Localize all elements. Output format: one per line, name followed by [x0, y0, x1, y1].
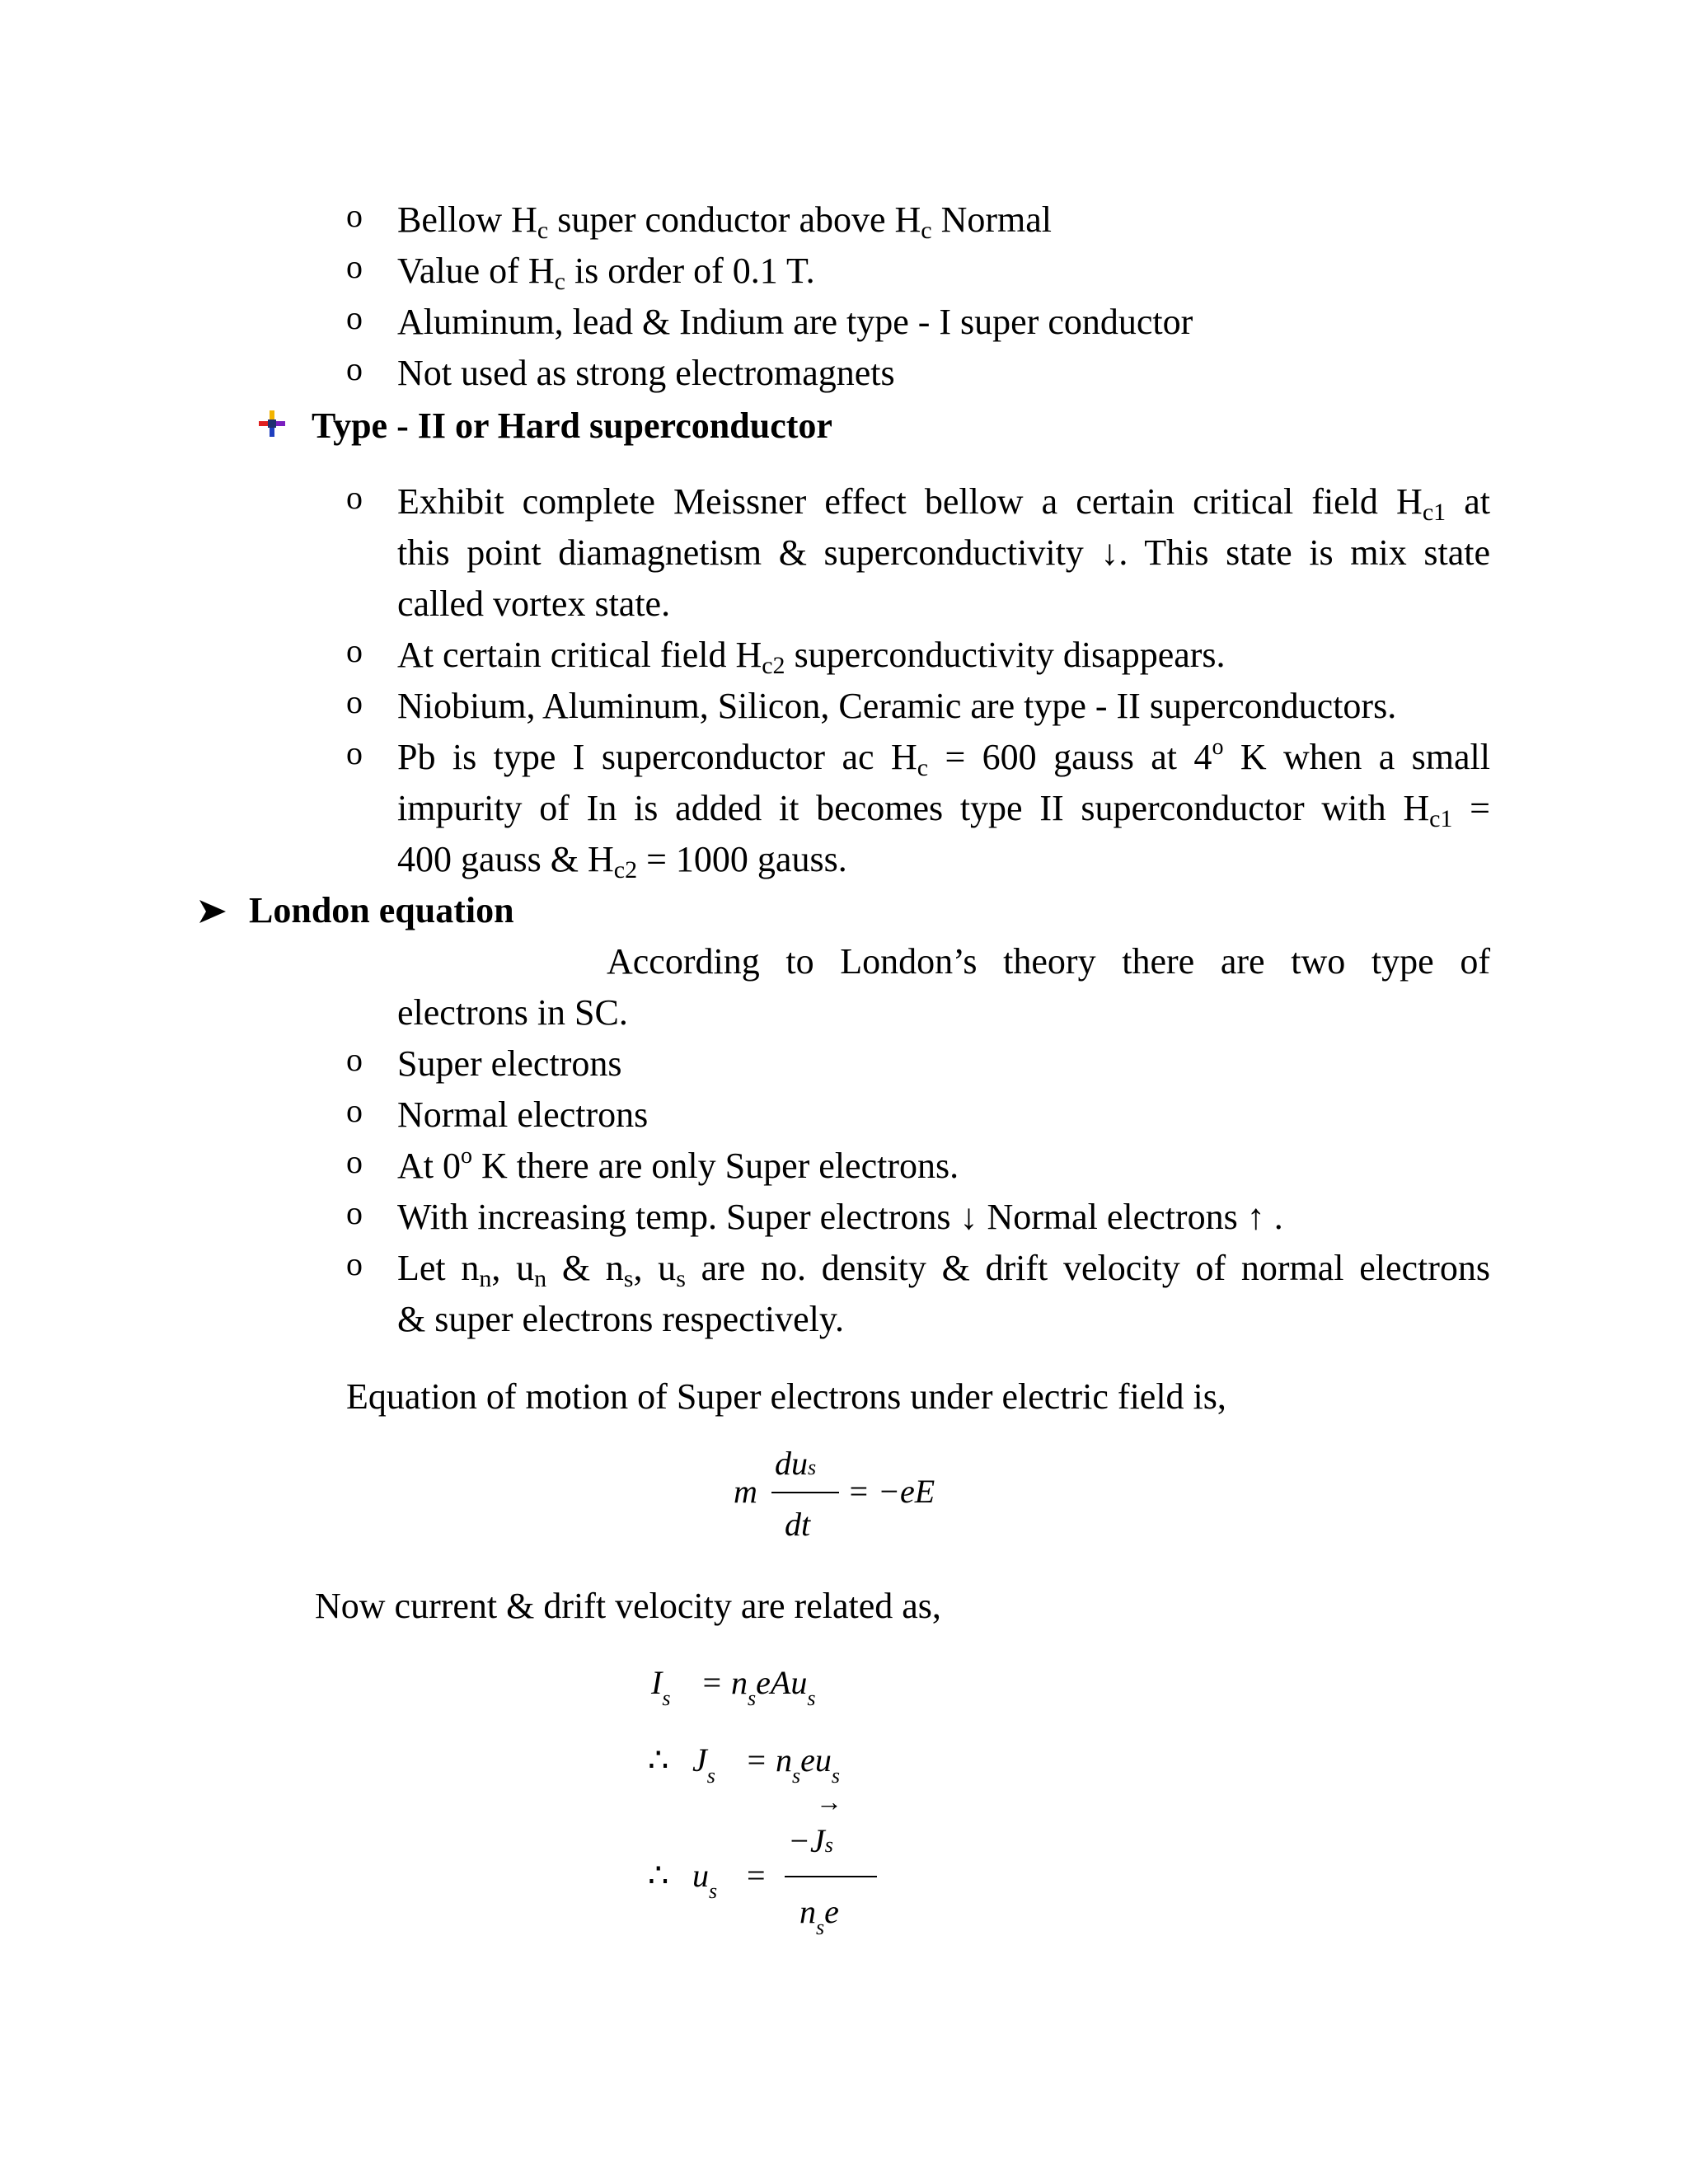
circle-bullet: o — [346, 350, 363, 387]
eq-mass: m — [734, 1473, 757, 1510]
eq-denominator: $n_se$ — [799, 1893, 839, 1939]
circle-bullet: o — [346, 299, 363, 336]
circle-bullet: o — [346, 1245, 363, 1282]
eq-numerator: dus — [775, 1445, 817, 1482]
eq-numerator: −Js — [788, 1822, 833, 1859]
eq-lhs: $u_s$ — [692, 1857, 718, 1903]
eq-lhs: $J_s$ — [692, 1741, 715, 1788]
list-item: Super electrons — [397, 1043, 622, 1084]
circle-bullet: o — [346, 1194, 363, 1231]
paragraph-line: Equation of motion of Super electrons under electric field is, — [346, 1376, 1226, 1417]
circle-bullet: o — [346, 734, 363, 771]
eq-lhs: $I_s$ — [651, 1664, 671, 1710]
list-item: At 0$^o$ K there are only Super electrons. — [397, 1143, 959, 1186]
therefore-icon: ∴ — [648, 1857, 669, 1894]
circle-bullet: o — [346, 1143, 363, 1180]
paragraph-line: electrons in SC. — [397, 992, 628, 1033]
circle-bullet: o — [346, 1092, 363, 1129]
equals-sign: = — [747, 1857, 766, 1894]
paragraph-line: According to London’s theory there are two type of — [607, 941, 1490, 982]
therefore-icon: ∴ — [648, 1741, 669, 1779]
eq-rhs: = −eE — [847, 1473, 935, 1510]
eq-rhs: = $n_seu_s$ — [745, 1741, 841, 1788]
list-item: With increasing temp. Super electrons ↓ Normal electrons ↑ . — [397, 1197, 1283, 1237]
fraction-bar — [785, 1876, 877, 1877]
circle-bullet: o — [346, 248, 363, 285]
eq-rhs: = $n_seAu_s$ — [701, 1664, 816, 1710]
list-item: Normal electrons — [397, 1094, 649, 1135]
four-color-plus-icon — [257, 409, 287, 438]
section-heading: London equation — [249, 890, 514, 930]
list-item: Exhibit complete Meissner effect bellow a certain critical field $H_{c1}$ at — [397, 481, 1490, 526]
list-item: At certain critical field $H_{c2}$ superconductivity disappears. — [397, 635, 1226, 679]
arrow-bullet-icon — [198, 897, 227, 926]
section-heading: Type - II or Hard superconductor — [312, 405, 832, 446]
list-item: Aluminum, lead & Indium are type - I super conductor — [397, 302, 1193, 342]
paragraph-line: Now current & drift velocity are related as, — [315, 1586, 941, 1626]
circle-bullet: o — [346, 1041, 363, 1078]
circle-bullet: o — [346, 632, 363, 669]
list-item: Bellow $H_c$ super conductor above $H_c$ Normal — [397, 199, 1053, 244]
vector-arrow-icon: → — [816, 1787, 842, 1816]
list-item: Value of $H_c$ is order of 0.1 T. — [397, 251, 815, 295]
list-item: Niobium, Aluminum, Silicon, Ceramic are type - II superconductors. — [397, 686, 1397, 726]
circle-bullet: o — [346, 479, 363, 516]
list-item-continuation: called vortex state. — [397, 583, 671, 624]
list-item-continuation: & super electrons respectively. — [397, 1299, 845, 1339]
list-item-continuation: impurity of In is added it becomes type II superconductor with $H_{c1}$ = — [397, 788, 1490, 832]
list-item-continuation: this point diamagnetism & superconductivity ↓. This state is mix state — [397, 532, 1490, 573]
circle-bullet: o — [346, 683, 363, 720]
list-item: Pb is type I superconductor ac $H_c = 600$ gauss at 4$^o$ K when a small — [397, 734, 1490, 781]
eq-denominator: dt — [785, 1506, 811, 1543]
fraction-bar — [771, 1492, 839, 1493]
circle-bullet: o — [346, 197, 363, 234]
list-item: Let $n_n$, $u_n$ & $n_s$, $u_s$ are no. density & drift velocity of normal electrons — [397, 1248, 1491, 1292]
list-item: Not used as strong electromagnets — [397, 353, 895, 393]
list-item-continuation: 400 gauss & $H_{c2} = 1000$ gauss. — [397, 839, 847, 883]
